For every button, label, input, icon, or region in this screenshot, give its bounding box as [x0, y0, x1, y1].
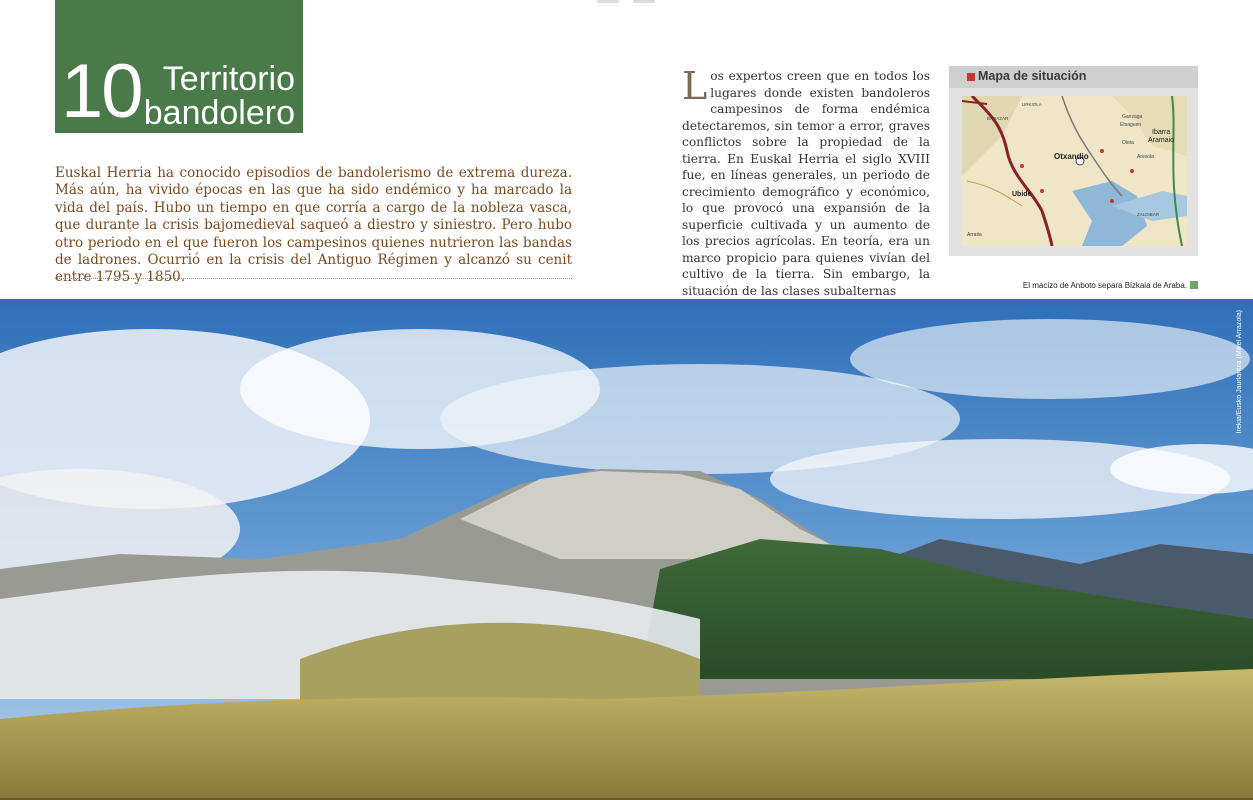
- chapter-title-block: [55, 0, 303, 133]
- caption-marker-square: [1190, 281, 1198, 289]
- map-label-ganzaga: Ganzaga: [1122, 114, 1143, 120]
- body-text: os expertos creen que en todos los lugares donde existen bandoleros campesinos de forma endémica detectaremos, sin temor a error, graves conflictos sobre la propiedad de la tierra. En Euskal Herria el siglo XVIII fue, en líneas generales, un periodo de crecimiento demográfico y económico, lo que provocó una expansión de la superficie cultivada y un aumento de los precios agrícolas. En teoría, era un marco propicio para quienes vivían del cultivo de la tierra. Sin embargo, la situación de las clases subalternas: [682, 69, 930, 298]
- chapter-title: [144, 62, 295, 130]
- map-header: [949, 66, 1198, 88]
- landscape-photo: [0, 299, 1253, 800]
- map-label-barazar: BARAZAR: [987, 116, 1009, 121]
- page-tab-left: [597, 0, 619, 3]
- chapter-number: 10: [61, 49, 142, 134]
- photo-credit: Irekia/Eusko Jaurlaritza (Mikel Arrazola): [1236, 310, 1243, 434]
- location-map: [962, 96, 1187, 246]
- intro-divider: [55, 278, 572, 279]
- map-label-otxandio: Otxandio: [1054, 152, 1089, 161]
- chapter-title-line1: Territorio: [162, 60, 295, 98]
- intro-paragraph: Euskal Herria ha conocido episodios de bandolerismo de extrema dureza. Más aún, ha vivido épocas en las que ha sido endémico y ha marcado la vida del país. Hubo un tiempo en que corría a cargo de la nobleza vasca, que durante la crisis bajomedieval saqueó a diestro y siniestro. Pero hubo otro periodo en el que fueron los campesinos quienes nutrieron las bandas de ladrones. Ocurrió en la crisis del Antiguo Régimen y alcanzó su cenit entre 1795 y 1850.: [55, 165, 572, 286]
- chapter-title-line2: bandolero: [143, 94, 295, 132]
- map-label-zaldibar: ZALDIBAR: [1137, 212, 1160, 217]
- map-label-arexola: Arexola: [1137, 154, 1154, 160]
- map-label-etxaguen: Etxaguen: [1120, 122, 1142, 128]
- map-title: Mapa de situación: [978, 69, 1087, 83]
- map-label-arratia: Arratia: [967, 232, 982, 238]
- page-tab-right: [633, 0, 655, 3]
- photo-caption: El macizo de Anboto separa Bizkaia de Araba.: [1022, 281, 1187, 290]
- drop-cap: L: [682, 64, 708, 108]
- map-marker-square: [967, 73, 975, 81]
- map-label-aramaio: Aramaio: [1148, 137, 1175, 144]
- location-map-box: [949, 66, 1198, 256]
- map-label-ibarra: Ibarra: [1152, 129, 1171, 136]
- map-label-oleta: Oleta: [1122, 140, 1134, 146]
- map-label-urkiola: URKIOLA: [1022, 102, 1042, 107]
- map-label-ubide: Ubide: [1012, 191, 1032, 198]
- body-column: [682, 64, 930, 299]
